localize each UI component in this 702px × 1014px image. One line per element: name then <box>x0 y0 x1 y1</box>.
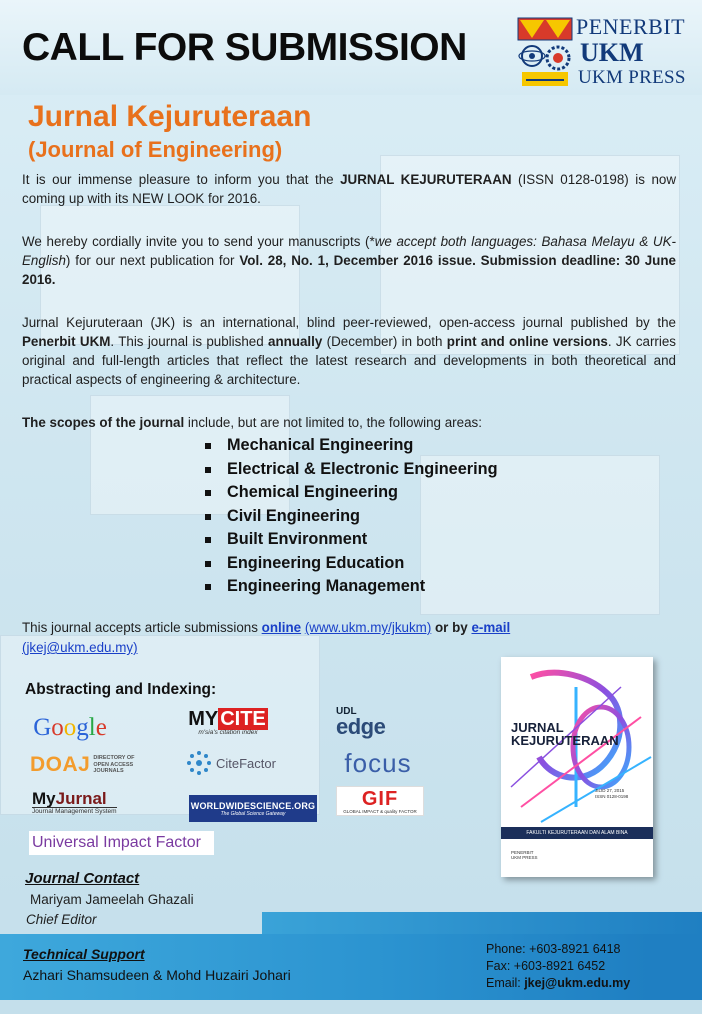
list-item: Chemical Engineering <box>205 481 498 505</box>
universal-impact-factor-logo: Universal Impact Factor <box>29 831 214 855</box>
logo-line-ukm: UKM <box>580 38 644 67</box>
footer-accent-bar <box>262 912 702 934</box>
list-item: Electrical & Electronic Engineering <box>205 458 498 482</box>
header-banner <box>0 0 702 95</box>
intro-paragraph-2: We hereby cordially invite you to send your manuscripts (*we accept both languages: Bahasa Melayu & UK-English) for our next publication for Vol. 28, No. 1, December 2016 issue. Submission deadline: 30 June 2016. <box>22 234 676 287</box>
worldwidescience-logo: WORLDWIDESCIENCE.ORG The Global Science Gateway <box>189 795 317 822</box>
technical-support-names: Azhari Shamsudeen & Mohd Huzairi Johari <box>23 967 291 983</box>
myjurnal-logo: MyJurnal Journal Management System <box>32 788 117 815</box>
email-line: Email: jkej@ukm.edu.my <box>486 976 631 990</box>
cover-band: FAKULTI KEJURUTERAAN DAN ALAM BINA <box>501 827 653 839</box>
google-scholar-logo <box>30 712 110 744</box>
submission-info: This journal accepts article submissions online (www.ukm.my/jkukm) or by e-mail (jkej@ukm.edu.my) <box>22 620 511 655</box>
udl-edge-logo: UDL edge <box>336 705 386 739</box>
citefactor-logo: CiteFactor <box>186 749 286 777</box>
email-address-link[interactable]: (jkej@ukm.edu.my) <box>22 640 138 655</box>
cover-meta: JILID 27, 2015 ISSN 0128-0198 <box>595 788 629 799</box>
cover-title: JURNAL KEJURUTERAAN <box>511 720 619 748</box>
journal-subtitle: (Journal of Engineering) <box>28 137 283 162</box>
contact-name: Mariyam Jameelah Ghazali <box>30 892 194 907</box>
scope-intro: The scopes of the journal include, but are not limited to, the following areas: <box>22 415 482 430</box>
intro-paragraph-3: Jurnal Kejuruteraan (JK) is an international, blind peer-reviewed, open-access journal published by the Penerbit UKM. This journal is published annually (December) in both print and online versions. JK carries original and full-length articles that reflect the latest research and developments in both theoretical and practical aspects of engineering & architecture. <box>22 315 676 387</box>
footer-edge <box>648 934 702 1000</box>
penerbit-ukm-logo <box>516 14 696 90</box>
technical-support-heading: Technical Support <box>23 946 145 962</box>
list-item: Civil Engineering <box>205 505 498 529</box>
contact-role: Chief Editor <box>26 912 97 927</box>
page-title: CALL FOR SUBMISSION <box>22 26 467 69</box>
journal-title: Jurnal Kejuruteraan <box>28 100 312 133</box>
intro-paragraph-1: It is our immense pleasure to inform you that the JURNAL KEJURUTERAAN (ISSN 0128-0198) is now coming up with its NEW LOOK for 2016. <box>22 172 677 206</box>
focus-logo: focus <box>344 747 412 778</box>
list-item: Built Environment <box>205 528 498 552</box>
logo-line-ukm-press: UKM PRESS <box>578 67 686 88</box>
footer-contact-info <box>486 941 630 992</box>
cover-publisher: PENERBIT UKM PRESS <box>511 850 538 860</box>
ukm-emblem-icon <box>516 14 574 90</box>
logo-line-penerbit: PENERBIT <box>576 14 686 39</box>
cover-graphic <box>501 657 653 877</box>
gif-logo: GIF GLOBAL IMPACT & quality FACTOR <box>336 786 424 816</box>
mycite-logo: MY CITE m'sia's citation index <box>188 707 266 736</box>
url-link[interactable]: (www.ukm.my/jkukm) <box>304 620 432 635</box>
phone-number: Phone: +603-8921 6418 <box>486 942 621 956</box>
google-letters: Google <box>33 714 107 741</box>
fax-number: Fax: +603-8921 6452 <box>486 959 606 973</box>
list-item: Mechanical Engineering <box>205 434 498 458</box>
citefactor-icon <box>186 750 212 776</box>
list-item: Engineering Management <box>205 575 498 599</box>
indexing-heading: Abstracting and Indexing: <box>25 681 217 698</box>
journal-contact-heading: Journal Contact <box>25 870 140 887</box>
doaj-logo: DOAJ DIRECTORY OF OPEN ACCESS JOURNALS <box>30 753 135 776</box>
email-address[interactable]: jkej@ukm.edu.my <box>524 976 631 990</box>
email-link[interactable]: e-mail <box>471 620 511 635</box>
scope-list <box>205 434 498 599</box>
journal-cover-image <box>501 657 653 877</box>
list-item: Engineering Education <box>205 552 498 576</box>
online-link[interactable]: online <box>261 620 302 635</box>
